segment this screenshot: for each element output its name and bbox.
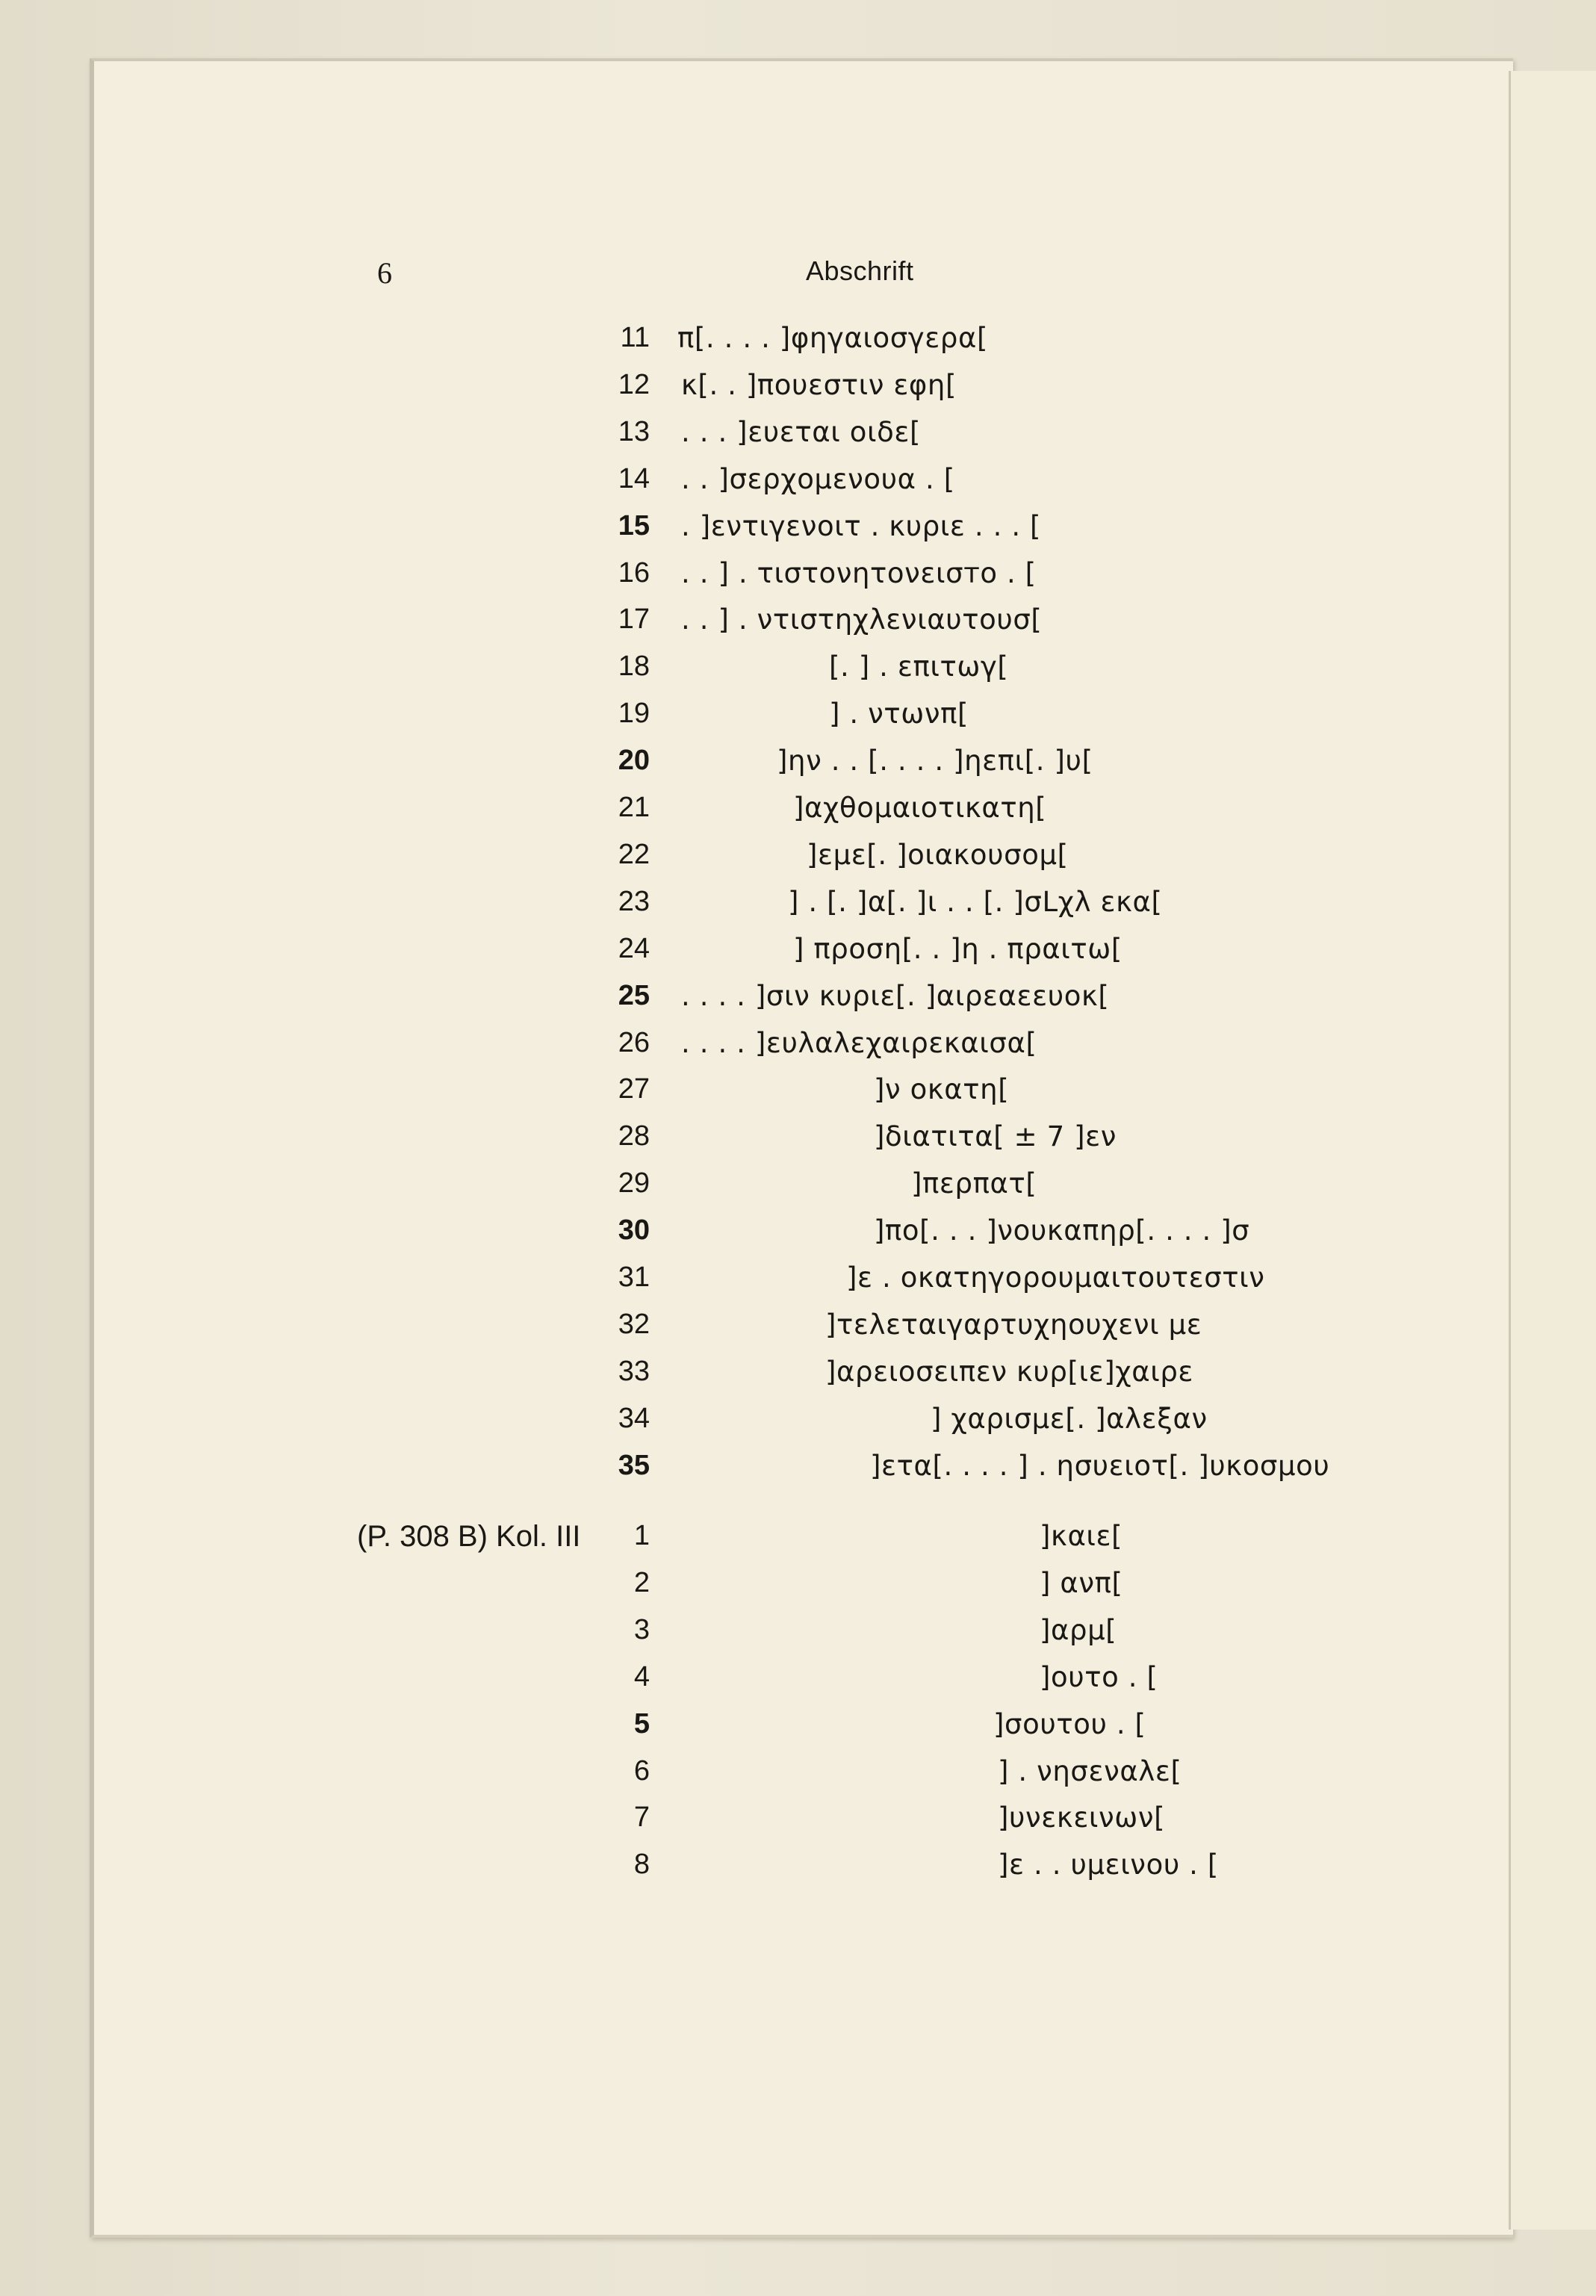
- greek-text-line: ] . ντωνπ[: [829, 698, 969, 730]
- line-number: 30: [618, 1214, 650, 1246]
- line-number: 12: [618, 369, 650, 400]
- greek-text-line: . . . . ]σιν κυριε[. ]αιρεαεευοκ[: [681, 980, 1110, 1012]
- greek-text-line: ]ε . . υμεινου . [: [998, 1849, 1219, 1881]
- greek-text-line: ]εμε[. ]οιακουσομ[: [807, 839, 1069, 871]
- line-number: 13: [618, 416, 650, 447]
- line-number: 26: [618, 1027, 650, 1058]
- line-number: 11: [620, 322, 650, 353]
- line-number: 8: [633, 1849, 650, 1880]
- greek-text-line: . . ] . τιστονητονεισто . [: [681, 557, 1037, 589]
- line-number: 34: [618, 1403, 650, 1434]
- line-number: 24: [618, 933, 650, 964]
- greek-text-line: ]υνεκεινων[: [998, 1802, 1166, 1834]
- greek-text-line: . . ]σερχομενουα . [: [681, 463, 955, 495]
- line-number: 31: [618, 1262, 650, 1293]
- line-number: 25: [618, 980, 650, 1011]
- greek-text-line: [. ] . επιτωγ[: [829, 651, 1009, 683]
- greek-text-line: ]ουτο . [: [1040, 1661, 1158, 1693]
- line-number: 33: [618, 1356, 650, 1387]
- line-number: 6: [633, 1755, 650, 1787]
- greek-text-line: ]ετα[. . . . ] . ησυειοτ[. ]υκοσμου: [870, 1450, 1330, 1482]
- greek-text-line: ]πο[. . . ]νουκαπηρ[. . . . ]σ: [874, 1214, 1250, 1247]
- line-number: 3: [633, 1614, 650, 1645]
- facing-page-edge: [1509, 71, 1596, 2230]
- line-number: 17: [618, 604, 650, 635]
- line-number: 19: [618, 698, 650, 729]
- line-number: 4: [633, 1661, 650, 1692]
- line-number: 7: [633, 1802, 650, 1833]
- line-number: 21: [618, 792, 650, 823]
- greek-text-line: κ[. . ]πουεστιν εφη[: [681, 369, 957, 401]
- running-head: Abschrift: [806, 255, 914, 286]
- greek-text-line: ]ην . . [. . . . ]ηεπι[. ]υ[: [777, 745, 1093, 777]
- line-number: 2: [633, 1567, 650, 1598]
- greek-text-line: ]ε . οκατηγορουμαιτουτεστιν: [846, 1262, 1265, 1294]
- greek-text-line: ]σουτου . [: [993, 1708, 1146, 1740]
- greek-text-line: ]αρειοσειπεν κυρ[ιε]χαιρε: [825, 1356, 1194, 1388]
- greek-text-line: . . . . ]ευλαλεχαιρεκαισα[: [681, 1027, 1037, 1059]
- greek-text-line: . . ] . ντιστηχλενιαυτουσ[: [681, 604, 1043, 636]
- line-number: 22: [618, 839, 650, 870]
- greek-text-line: ]ν οκατη[: [874, 1073, 1010, 1105]
- line-number: 14: [618, 463, 650, 494]
- line-number: 20: [618, 745, 650, 776]
- line-number: 16: [618, 557, 650, 589]
- greek-text-line: ] ανπ[: [1040, 1567, 1123, 1599]
- line-number: 35: [618, 1450, 650, 1481]
- greek-text-line: ]περπατ[: [911, 1167, 1037, 1200]
- line-number: 5: [633, 1708, 650, 1740]
- line-number: 1: [633, 1520, 650, 1551]
- greek-text-line: ]καιε[: [1040, 1520, 1123, 1552]
- line-number: 28: [618, 1120, 650, 1152]
- line-number: 27: [618, 1073, 650, 1105]
- page-number: 6: [377, 256, 392, 290]
- greek-text-line: . . . ]ευεται οιδε[: [681, 416, 921, 448]
- greek-text-line: ] χαρισμε[. ]αλεξαν: [931, 1403, 1208, 1435]
- greek-text-line: ] προση[. . ]η . πραιτω[: [793, 933, 1123, 965]
- greek-text-line: ]αρμ[: [1040, 1614, 1117, 1646]
- greek-text-line: ]διατιτα[ ± 7 ]εν: [874, 1120, 1117, 1152]
- line-number: 32: [618, 1309, 650, 1340]
- greek-text-line: . ]εντιγενοιτ . κυριε . . . [: [681, 510, 1042, 542]
- greek-text-line: ] . [. ]α[. ]ι . . [. ]σLχλ εκα[: [788, 886, 1163, 918]
- line-number: 18: [618, 651, 650, 682]
- column-label: (P. 308 B) Kol. III: [357, 1520, 581, 1553]
- greek-text-line: ] . νησεναλε[: [998, 1755, 1182, 1787]
- line-number: 15: [618, 510, 650, 542]
- line-number: 29: [618, 1167, 650, 1199]
- greek-text-line: π[. . . . ]φηγαιοσγερα[: [677, 322, 988, 354]
- greek-text-line: ]τελεταιγαρτυχηουχενι με: [825, 1309, 1202, 1341]
- greek-text-line: ]αχθομαιοτικατη[: [793, 792, 1047, 824]
- line-number: 23: [618, 886, 650, 917]
